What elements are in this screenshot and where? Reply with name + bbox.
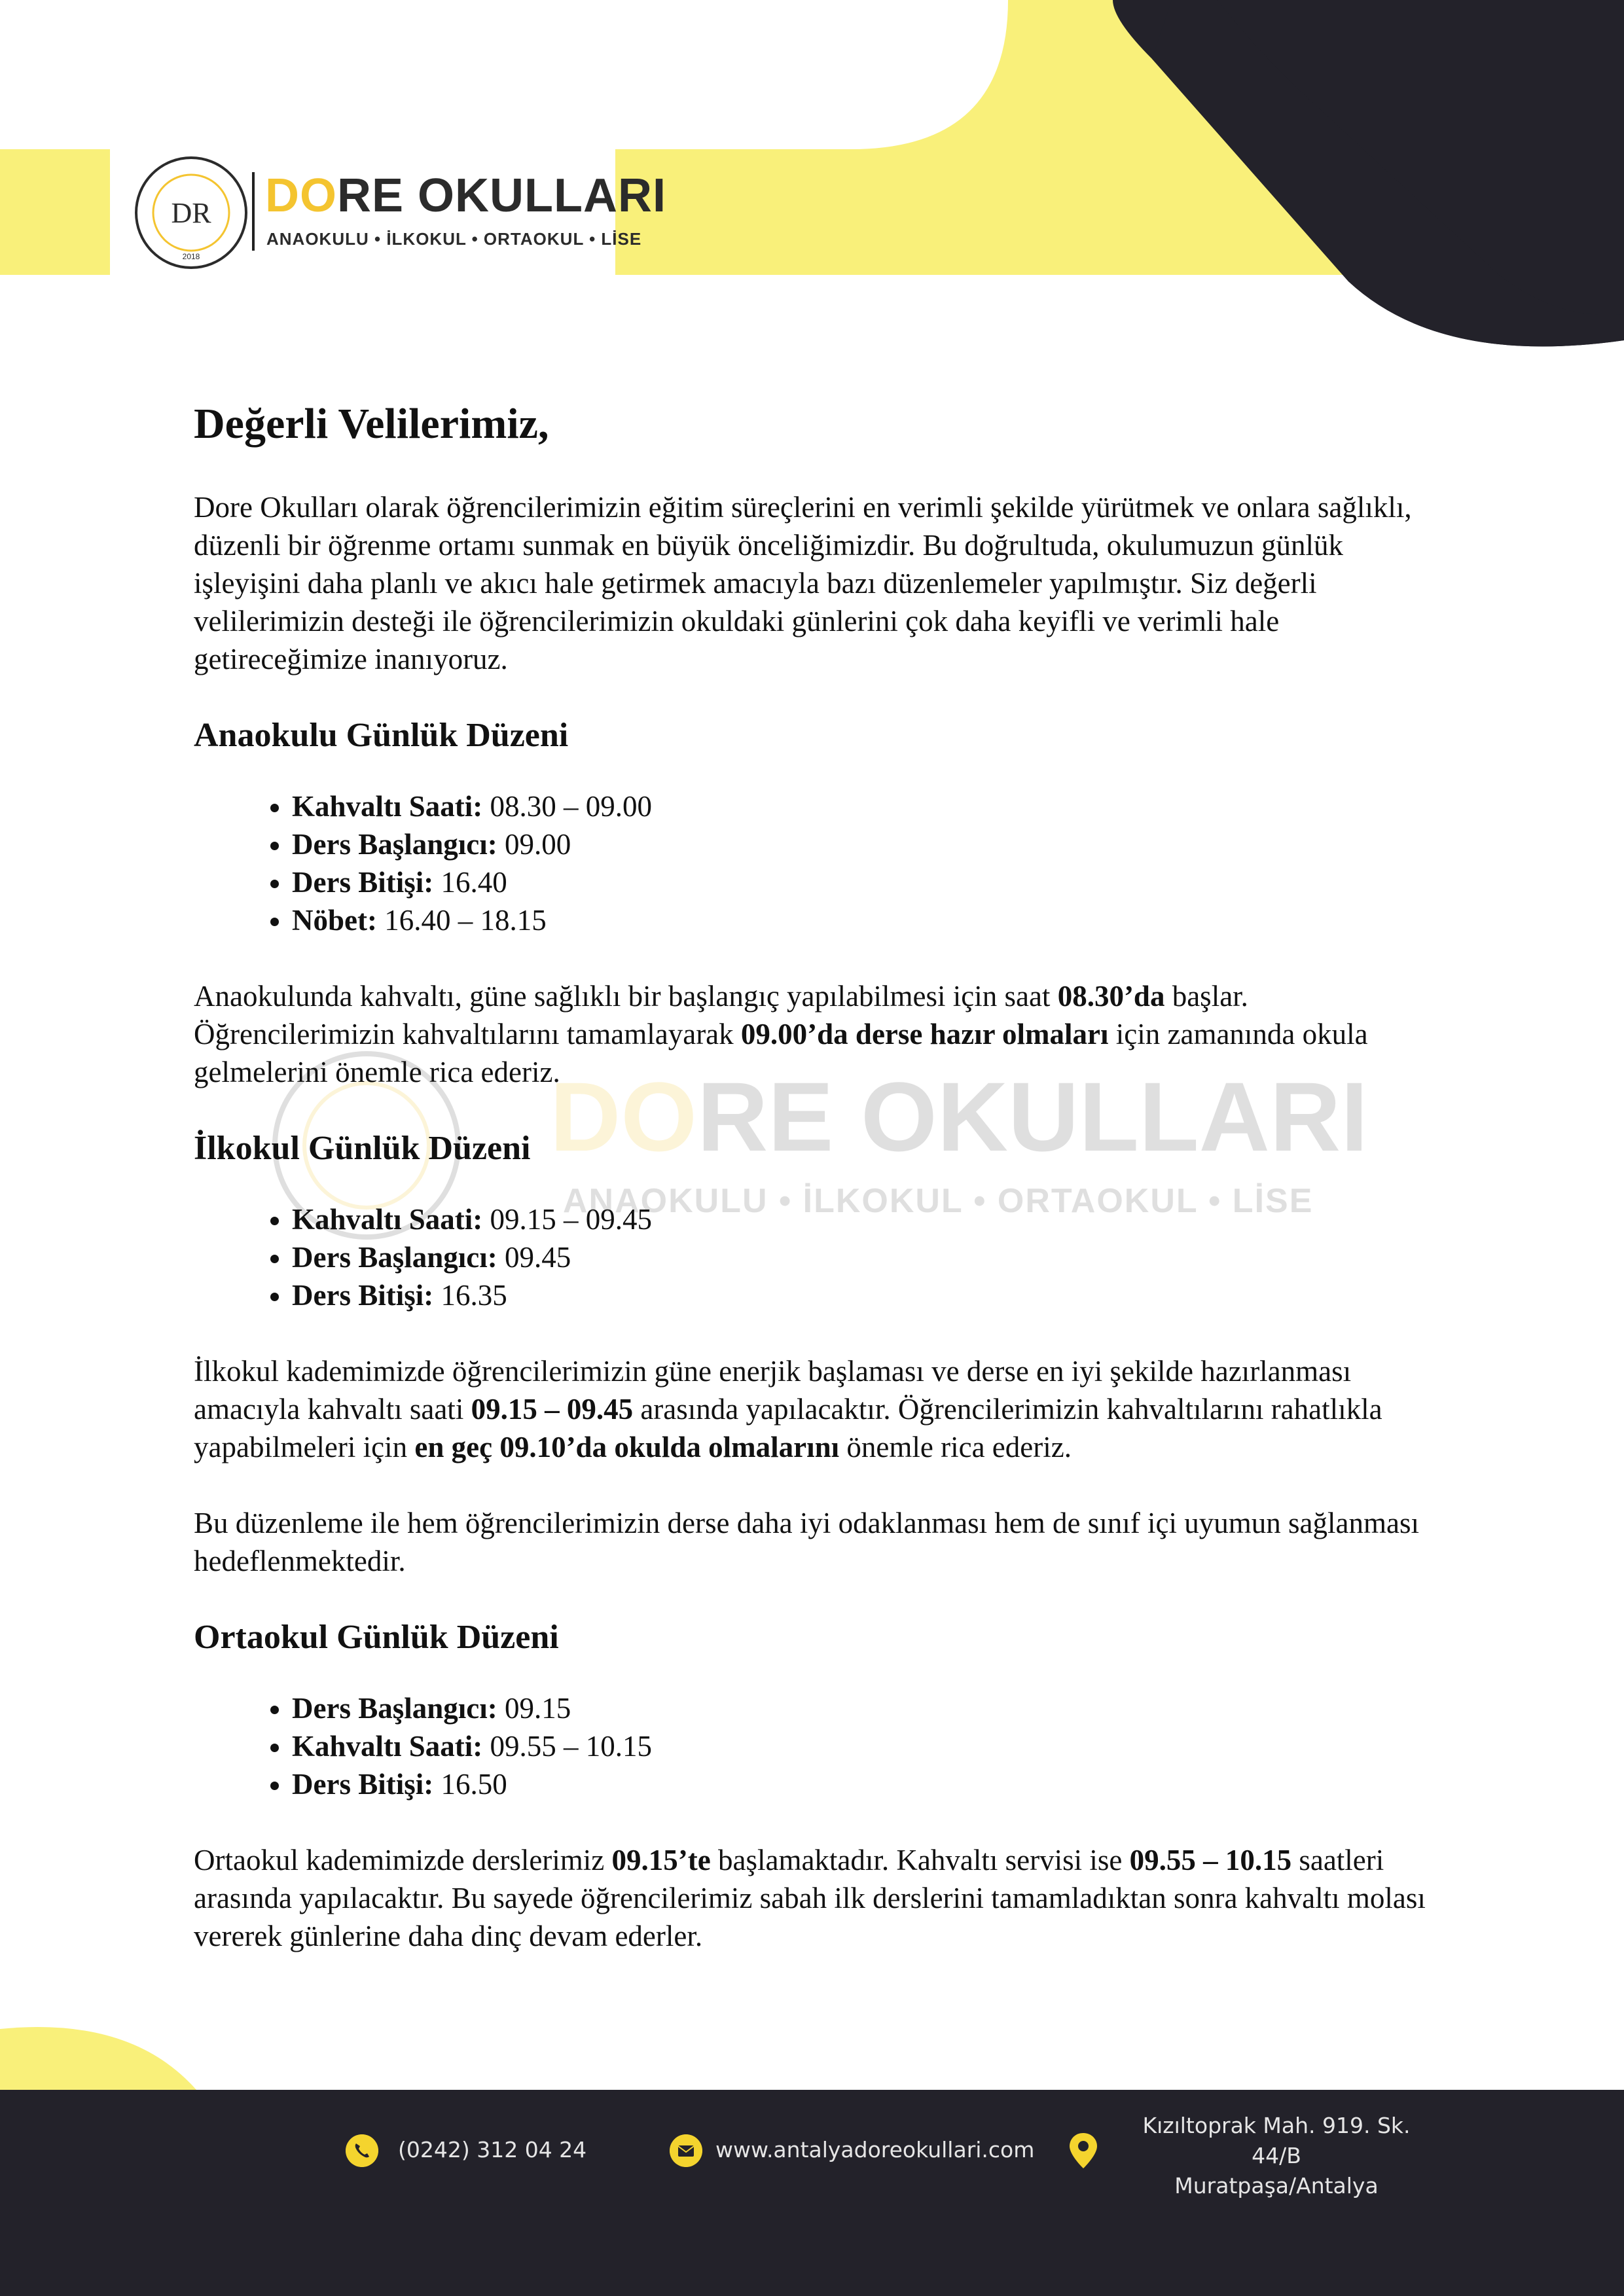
anaokulu-paragraph: Anaokulunda kahvaltı, güne sağlıklı bir başlangıç yapılabilmesi için saat 08.30’da başlar. Öğrencilerimizin kahvaltılarını tamamlayarak 09.00’da derse hazır olmaları için zamanında okula gelmelerini önemle rica ederiz.	[194, 980, 1368, 1088]
address-line: 44/B	[1252, 2143, 1301, 2168]
list-item: • Kahvaltı Saati: 09.15 – 09.45	[292, 1200, 1451, 1238]
logo-title: DORE OKULLARI	[265, 170, 666, 222]
ilkokul-heading: İlkokul Günlük Düzeni	[194, 1130, 531, 1167]
address-line: Kızıltoprak Mah. 919. Sk.	[1142, 2113, 1411, 2138]
footer	[0, 2090, 1624, 2296]
svg-text:DR: DR	[171, 197, 211, 229]
greeting: Değerli Velilerimiz,	[194, 400, 549, 448]
list-item: • Kahvaltı Saati: 08.30 – 09.00	[292, 787, 1451, 825]
footer-phone[interactable]: (0242) 312 04 24	[398, 2137, 587, 2162]
address-line: Muratpaşa/Antalya	[1174, 2173, 1379, 2198]
watermark-subtitle: ANAOKULU • İLKOKUL • ORTAOKUL • LİSE	[563, 1182, 1314, 1220]
ortaokul-paragraph: Ortaokul kademimizde derslerimiz 09.15’te başlamaktadır. Kahvaltı servisi ise 09.55 – 10.15 saatleri arasında yapılacaktır. Bu sayede öğrencilerimiz sabah ilk derslerini tamamladıktan sonra kahvaltı molası vererek günlerine daha dinç devam ederler.	[194, 1844, 1426, 1952]
phone-icon	[346, 2134, 378, 2167]
logo-subtitle: ANAOKULU • İLKOKUL • ORTAOKUL • LİSE	[266, 229, 642, 249]
header-logo	[134, 156, 666, 280]
list-item: • Ders Başlangıcı: 09.45	[292, 1238, 1451, 1276]
ilkokul-paragraph: İlkokul kademimizde öğrencilerimizin güne enerjik başlaması ve derse en iyi şekilde hazırlanması amacıyla kahvaltı saati 09.15 – 09.45 arasında yapılacaktır. Öğrencilerimizin kahvaltılarını rahatlıkla yapabilmeleri için en geç 09.10’da okulda olmalarını önemle rica ederiz.	[194, 1355, 1382, 1463]
list-item: • Ders Başlangıcı: 09.15	[292, 1689, 1451, 1727]
ilkokul-note-paragraph: Bu düzenleme ile hem öğrencilerimizin derse daha iyi odaklanması hem de sınıf içi uyumun sağlanması hedeflenmektedir.	[194, 1507, 1419, 1577]
list-item: • Ders Bitişi: 16.35	[292, 1276, 1451, 1314]
list-item: • Ders Bitişi: 16.40	[292, 863, 1451, 901]
seal-icon	[134, 156, 249, 270]
location-pin-icon	[1067, 2132, 1100, 2170]
list-item: • Nöbet: 16.40 – 18.15	[292, 901, 1451, 939]
watermark-title: DORE OKULLARI	[550, 1062, 1368, 1172]
list-item: • Ders Başlangıcı: 09.00	[292, 825, 1451, 863]
ortaokul-heading: Ortaokul Günlük Düzeni	[194, 1619, 559, 1656]
svg-text:2018: 2018	[182, 252, 200, 261]
email-icon	[670, 2134, 702, 2167]
letter-body	[194, 399, 1451, 1993]
anaokulu-heading: Anaokulu Günlük Düzeni	[194, 717, 569, 754]
footer-website[interactable]: www.antalyadoreokullari.com	[715, 2137, 1035, 2162]
intro-paragraph: Dore Okulları olarak öğrencilerimizin eğitim süreçlerini en verimli şekilde yürütmek ve onlara sağlıklı, düzenli bir öğrenme ortamı sunmak en büyük önceliğimizdir. Bu doğrultuda, okulumuzun günlük işleyişini daha planlı ve akıcı hale getirmek amacıyla bazı düzenlemeler yapılmıştır. Siz değerli velilerimizin desteği ile öğrencilerimizin okuldaki günlerini çok daha keyifli ve verimli hale getireceğimize inanıyoruz.	[194, 491, 1412, 675]
list-item: • Ders Bitişi: 16.50	[292, 1765, 1451, 1803]
anaokulu-schedule-list	[194, 787, 1451, 939]
ilkokul-schedule-list	[194, 1200, 1451, 1314]
list-item: • Kahvaltı Saati: 09.55 – 10.15	[292, 1727, 1451, 1765]
ortaokul-schedule-list	[194, 1689, 1451, 1803]
logo-divider	[252, 172, 255, 251]
footer-address	[1100, 2111, 1453, 2201]
